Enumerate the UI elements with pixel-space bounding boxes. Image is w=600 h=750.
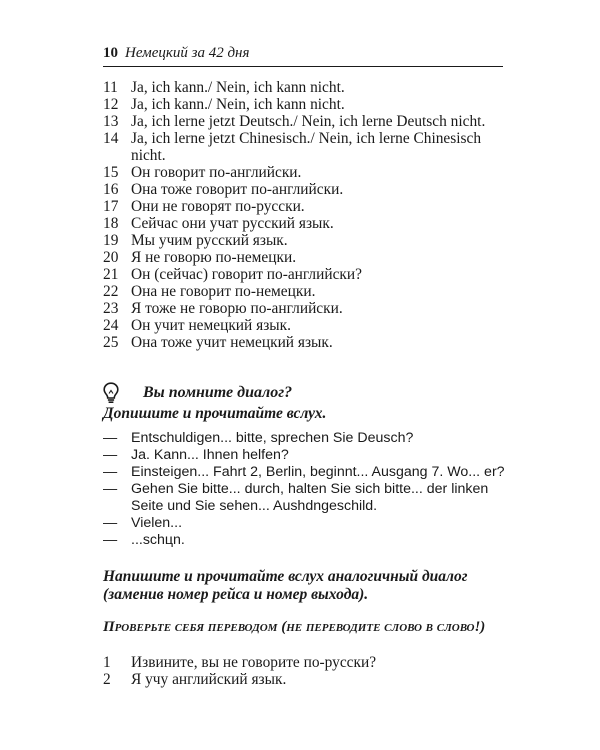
dialog-line xyxy=(103,447,513,464)
dialog-line xyxy=(103,464,513,481)
item-text: Она тоже учит немецкий язык. xyxy=(131,334,333,351)
item-number: 23 xyxy=(103,300,119,317)
dialog-text: Ja. Kann... Ihnen helfen? xyxy=(131,447,289,463)
item-number: 18 xyxy=(103,215,119,232)
item-text: Я не говорю по-немецки. xyxy=(131,249,297,266)
item-text: Я тоже не говорю по-английски. xyxy=(131,300,343,317)
page-number: 10 xyxy=(103,45,118,61)
section-title: Вы помните диалог? xyxy=(143,384,293,401)
dialog-lines xyxy=(103,430,513,549)
item-text: Они не говорят по-русски. xyxy=(131,198,305,215)
item-number: 24 xyxy=(103,317,119,334)
dialog-instruction: Допишите и прочитайте вслух. xyxy=(103,405,327,422)
dialog-text: ...schцn. xyxy=(131,532,185,548)
item-text: Сейчас они учат русский язык. xyxy=(131,215,334,232)
translate-list xyxy=(103,654,513,688)
item-number: 17 xyxy=(103,198,119,215)
dialog-line xyxy=(103,481,513,515)
item-number: 22 xyxy=(103,283,119,300)
dialog-text: Entschuldigen... bitte, sprechen Sie Deusch? xyxy=(131,430,414,446)
item-number: 21 xyxy=(103,266,119,283)
dialog-line xyxy=(103,430,513,447)
item-number: 19 xyxy=(103,232,119,249)
list-item xyxy=(103,79,513,96)
dialog-text: Gehen Sie bitte... durch, halten Sie sich bitte... der linken Seite und Sie sehen... Aushdngeschild. xyxy=(131,481,489,514)
list-item xyxy=(103,232,513,249)
list-item xyxy=(103,181,513,198)
item-number: 12 xyxy=(103,96,119,113)
list-item xyxy=(103,113,513,130)
answers-list xyxy=(103,79,513,351)
list-item xyxy=(103,164,513,181)
item-text: Она тоже говорит по-английски. xyxy=(131,181,344,198)
dialog-line xyxy=(103,515,513,532)
list-item xyxy=(103,300,513,317)
item-text: Ja, ich lerne jetzt Deutsch./ Nein, ich lerne Deutsch nicht. xyxy=(131,113,486,130)
list-item xyxy=(103,654,513,671)
dash-mark: — xyxy=(103,447,118,463)
list-item xyxy=(103,334,513,351)
item-text: Мы учим русский язык. xyxy=(131,232,288,249)
dialog-text: Einsteigen... Fahrt 2, Berlin, beginnt... Ausgang 7. Wo... er? xyxy=(131,464,505,480)
item-number: 2 xyxy=(103,671,111,688)
list-item xyxy=(103,130,513,164)
item-text: Ja, ich kann./ Nein, ich kann nicht. xyxy=(131,96,345,113)
dash-mark: — xyxy=(103,532,118,548)
list-item xyxy=(103,283,513,300)
dash-mark: — xyxy=(103,464,118,480)
item-text: Ja, ich kann./ Nein, ich kann nicht. xyxy=(131,79,345,96)
list-item xyxy=(103,671,513,688)
lightbulb-icon xyxy=(103,382,119,404)
dash-mark: — xyxy=(103,481,118,497)
item-number: 11 xyxy=(103,79,118,96)
item-number: 15 xyxy=(103,164,119,181)
item-number: 14 xyxy=(103,130,119,147)
dialog-line xyxy=(103,532,513,549)
dialog-section-heading xyxy=(103,382,292,404)
item-number: 20 xyxy=(103,249,119,266)
dialog-text: Vielen... xyxy=(131,515,183,531)
list-item xyxy=(103,266,513,283)
list-item xyxy=(103,198,513,215)
list-item xyxy=(103,249,513,266)
item-text: Извините, вы не говорите по-русски? xyxy=(131,654,377,671)
list-item xyxy=(103,317,513,334)
list-item xyxy=(103,215,513,232)
item-number: 1 xyxy=(103,654,111,671)
check-yourself-heading: Проверьте себя переводом (не переводите слово в слово!) xyxy=(103,619,486,635)
item-text: Ja, ich lerne jetzt Chinesisch./ Nein, ich lerne Chinesisch nicht. xyxy=(131,130,482,164)
list-item xyxy=(103,96,513,113)
page-header xyxy=(103,44,503,67)
item-number: 16 xyxy=(103,181,119,198)
item-text: Он учит немецкий язык. xyxy=(131,317,291,334)
item-number: 13 xyxy=(103,113,119,130)
write-dialog-instruction: Напишите и прочитайте вслух аналогичный диалог (заменив номер рейса и номер выхода). xyxy=(103,568,468,603)
item-text: Он (сейчас) говорит по-английски? xyxy=(131,266,362,283)
dash-mark: — xyxy=(103,430,118,446)
item-number: 25 xyxy=(103,334,119,351)
item-text: Он говорит по-английски. xyxy=(131,164,302,181)
book-title: Немецкий за 42 дня xyxy=(125,45,250,61)
item-text: Я учу английский язык. xyxy=(131,671,287,688)
dash-mark: — xyxy=(103,515,118,531)
item-text: Она не говорит по-немецки. xyxy=(131,283,316,300)
